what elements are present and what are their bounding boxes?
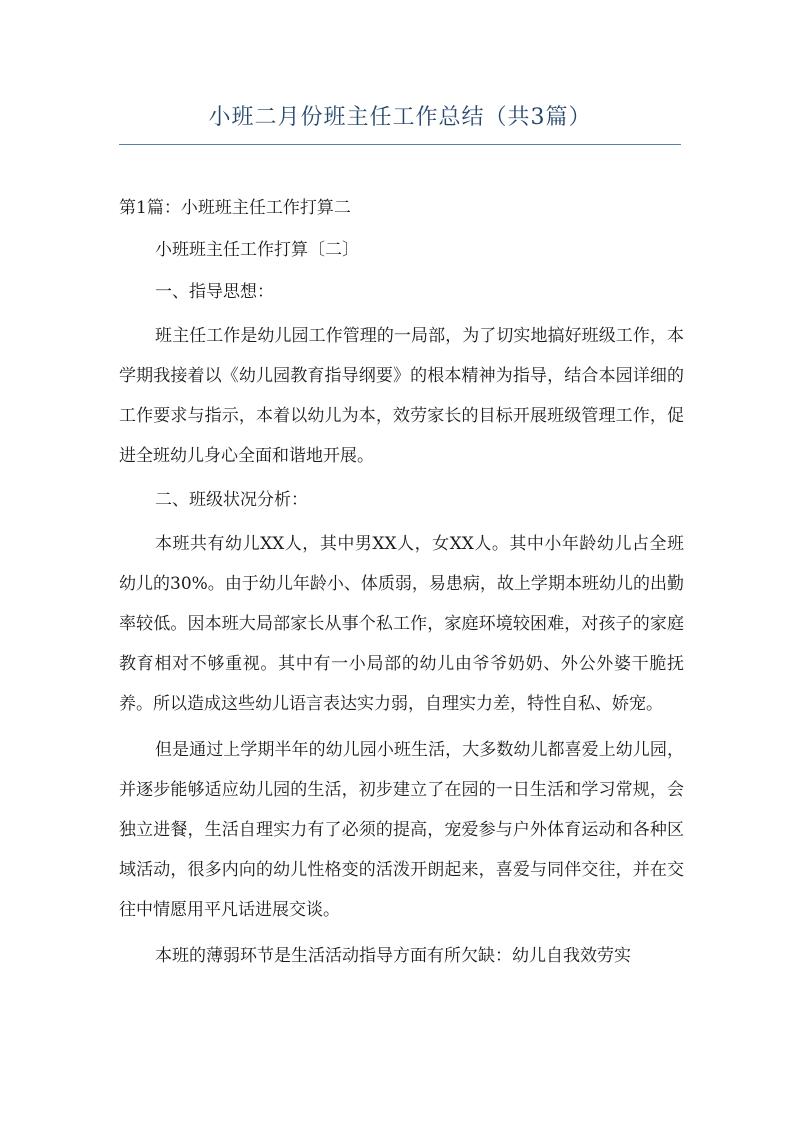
document-body: [119, 190, 684, 982]
document-title: 小班二月份班主任工作总结（共3篇）: [208, 105, 592, 130]
paragraph-class-analysis-3: 本班的薄弱环节是生活活动指导方面有所欠缺：幼儿自我效劳实: [155, 946, 631, 966]
paragraph-class-analysis-1: 本班共有幼儿XX人，其中男XX人，女XX人。其中小年龄幼儿占全班幼儿的30%。由于幼儿年龄小、体质弱，易患病，故上学期本班幼儿的出勤率较低。因本班大局部家长从事个私工作，家庭环境较困难，对孩子的家庭教育相对不够重视。其中有一小局部的幼儿由爷爷奶奶、外公外婆干脆抚养。所以造成这些幼儿语言表达实力弱，自理实力差，特性自私、娇宠。: [119, 534, 684, 714]
heading-class-analysis: 二、班级状况分析：: [155, 490, 308, 510]
heading-guiding-thought: 一、指导思想：: [155, 282, 274, 302]
paragraph-class-analysis-2: 但是通过上学期半年的幼儿园小班生活，大多数幼儿都喜爱上幼儿园，并逐步能够适应幼儿园的生活，初步建立了在园的一日生活和学习常规，会独立进餐，生活自理实力有了必须的提高，宠爱参与户外体育运动和各种区域活动，很多内向的幼儿性格变的活泼开朗起来，喜爱与同伴交往，并在交往中情愿用平凡话进展交谈。: [119, 740, 684, 920]
section-subtitle: 小班班主任工作打算〔二〕: [155, 240, 359, 260]
title-divider: [119, 144, 681, 145]
paragraph-guiding-thought: 班主任工作是幼儿园工作管理的一局部，为了切实地搞好班级工作，本学期我接着以《幼儿园教育指导纲要》的根本精神为指导，结合本园详细的工作要求与指示，本着以幼儿为本，效劳家长的目标开展班级管理工作，促进全班幼儿身心全面和谐地开展。: [119, 326, 684, 466]
section-heading: 第1篇：小班班主任工作打算二: [119, 198, 351, 218]
